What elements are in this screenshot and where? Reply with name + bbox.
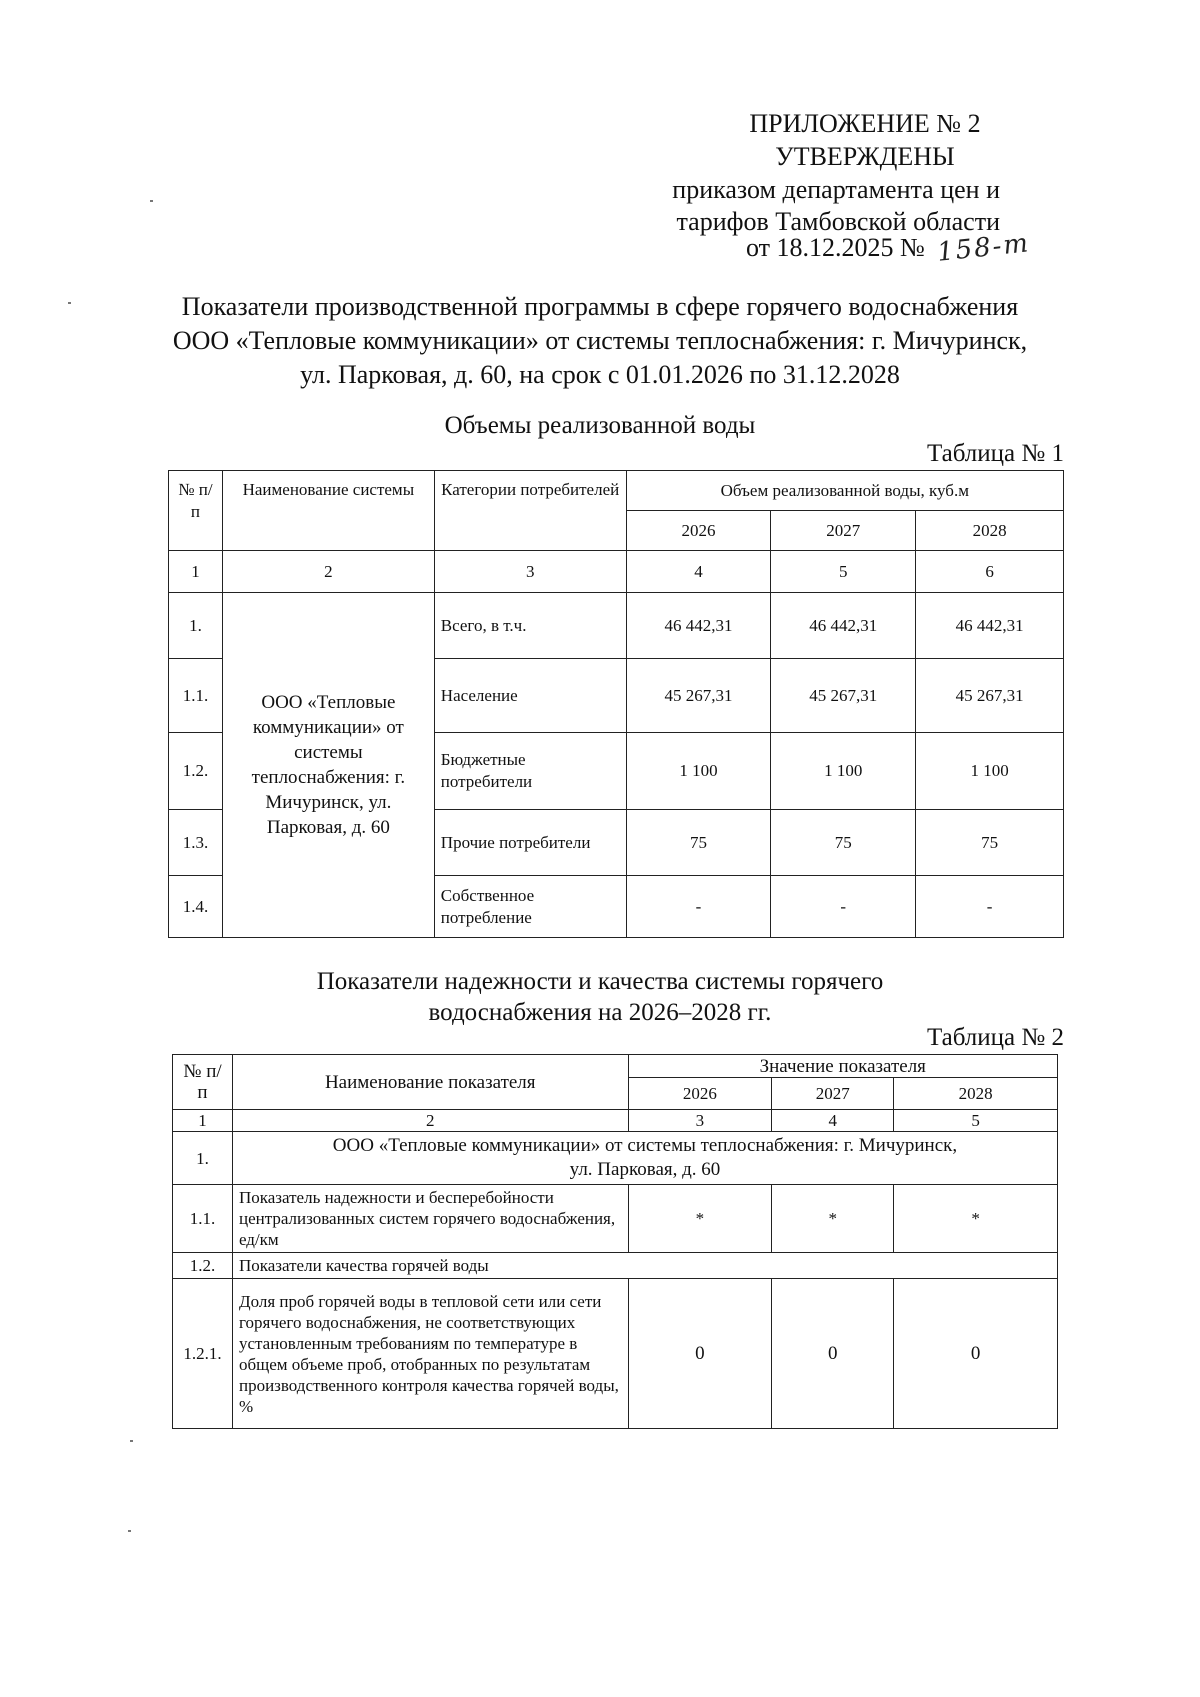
title-line-3: ул. Парковая, д. 60, на срок с 01.01.2026 по 31.12.2028: [300, 360, 900, 389]
system-name: ООО «Тепловые коммуникации» от системы теплоснабжения: г. Мичуринск, ул. Парковая, д. 60: [222, 593, 434, 938]
col-number: 4: [626, 551, 771, 593]
org-name-line-1: ООО «Тепловые коммуникации» от системы теплоснабжения: г. Мичуринск,: [332, 1135, 958, 1156]
row-name: Доля проб горячей воды в тепловой сети или сети горячего водоснабжения, не соответствующих установленным требованиям по температуре в общем объеме проб, отобранных по результатам производственного контроля качества горячей воды, %: [232, 1279, 628, 1429]
org-name-line-2: ул. Парковая, д. 60: [569, 1159, 721, 1180]
row-value: 45 267,31: [916, 659, 1064, 733]
section2-title-line-2: водоснабжения на 2026–2028 гг.: [428, 999, 772, 1026]
table2-label: Таблица № 2: [926, 1024, 1064, 1051]
row-value: 75: [916, 810, 1064, 876]
row-num: 1.: [173, 1132, 233, 1185]
order-line-2: тарифов Тамбовской области: [676, 207, 1000, 236]
row-num: 1.4.: [169, 876, 223, 938]
row-name: Показатель надежности и бесперебойности централизованных систем горячего водоснабжения, ед/км: [232, 1185, 628, 1253]
row-value: *: [628, 1185, 772, 1253]
approved-label: УТВЕРЖДЕНЫ: [775, 142, 955, 171]
header-year: 2027: [772, 1078, 894, 1110]
header-year: 2026: [626, 511, 771, 551]
header-num: № п/п: [169, 471, 223, 551]
header-year: 2028: [894, 1078, 1058, 1110]
table1-label: Таблица № 1: [926, 440, 1064, 467]
row-value: -: [626, 876, 771, 938]
row-name: Показатели качества горячей воды: [232, 1253, 1057, 1279]
col-number: 5: [771, 551, 916, 593]
col-number: 4: [772, 1110, 894, 1132]
col-number: 6: [916, 551, 1064, 593]
table-row: [173, 1132, 1058, 1185]
document-title: [100, 290, 1100, 392]
row-num: 1.2.: [169, 733, 223, 810]
appendix-number: ПРИЛОЖЕНИЕ № 2: [749, 109, 981, 138]
col-number: 1: [169, 551, 223, 593]
row-category: Прочие потребители: [434, 810, 626, 876]
header-system: Наименование системы: [222, 471, 434, 551]
table-row: [173, 1253, 1058, 1279]
row-num: 1.1.: [169, 659, 223, 733]
row-num: 1.2.1.: [173, 1279, 233, 1429]
row-num: 1.1.: [173, 1185, 233, 1253]
header-name: Наименование показателя: [232, 1055, 628, 1110]
col-number: 5: [894, 1110, 1058, 1132]
row-category: Собственное потребление: [434, 876, 626, 938]
header-year: 2026: [628, 1078, 772, 1110]
scan-speck: [128, 1530, 131, 1532]
row-value: 1 100: [916, 733, 1064, 810]
section1-title: Объемы реализованной воды: [444, 412, 756, 439]
row-value: 75: [626, 810, 771, 876]
header-volume: Объем реализованной воды, куб.м: [626, 471, 1063, 511]
row-value: *: [894, 1185, 1058, 1253]
row-value: 1 100: [626, 733, 771, 810]
col-number: 2: [232, 1110, 628, 1132]
title-line-2: ООО «Тепловые коммуникации» от системы теплоснабжения: г. Мичуринск,: [172, 326, 1028, 355]
col-number: 3: [628, 1110, 772, 1132]
row-value: 0: [894, 1279, 1058, 1429]
row-value: -: [771, 876, 916, 938]
handwritten-order-number: 158-т: [936, 228, 1032, 268]
row-value: *: [772, 1185, 894, 1253]
row-value: 0: [628, 1279, 772, 1429]
order-date: от 18.12.2025 №: [746, 233, 925, 262]
table-reliability-quality: [172, 1054, 1058, 1429]
scan-speck: [68, 302, 71, 304]
row-value: 0: [772, 1279, 894, 1429]
row-num: 1.2.: [173, 1253, 233, 1279]
row-value: -: [916, 876, 1064, 938]
order-line-1: приказом департамента цен и: [672, 175, 1000, 204]
col-number: 1: [173, 1110, 233, 1132]
row-value: 46 442,31: [626, 593, 771, 659]
org-name: [232, 1132, 1057, 1185]
col-number: 3: [434, 551, 626, 593]
order-date-line: [746, 228, 1076, 268]
section2-title-line-1: Показатели надежности и качества системы горячего: [316, 968, 884, 995]
row-value: 75: [771, 810, 916, 876]
scan-speck: [130, 1440, 133, 1442]
title-line-1: Показатели производственной программы в сфере горячего водоснабжения: [181, 292, 1019, 321]
row-category: Бюджетные потребители: [434, 733, 626, 810]
table-row: [173, 1185, 1058, 1253]
row-value: 46 442,31: [771, 593, 916, 659]
header-year: 2027: [771, 511, 916, 551]
header-category: Категории потребителей: [434, 471, 626, 551]
table-sold-water-volumes: [168, 470, 1064, 938]
scan-speck: [150, 200, 153, 202]
section2-title: [250, 966, 950, 1028]
row-category: Население: [434, 659, 626, 733]
row-value: 45 267,31: [771, 659, 916, 733]
header-value: Значение показателя: [628, 1055, 1057, 1078]
row-value: 46 442,31: [916, 593, 1064, 659]
header-year: 2028: [916, 511, 1064, 551]
row-category: Всего, в т.ч.: [434, 593, 626, 659]
table-row: [169, 593, 1064, 659]
row-num: 1.: [169, 593, 223, 659]
row-value: 1 100: [771, 733, 916, 810]
col-number: 2: [222, 551, 434, 593]
row-value: 45 267,31: [626, 659, 771, 733]
row-num: 1.3.: [169, 810, 223, 876]
table-row: [173, 1279, 1058, 1429]
header-num: № п/п: [173, 1055, 233, 1110]
